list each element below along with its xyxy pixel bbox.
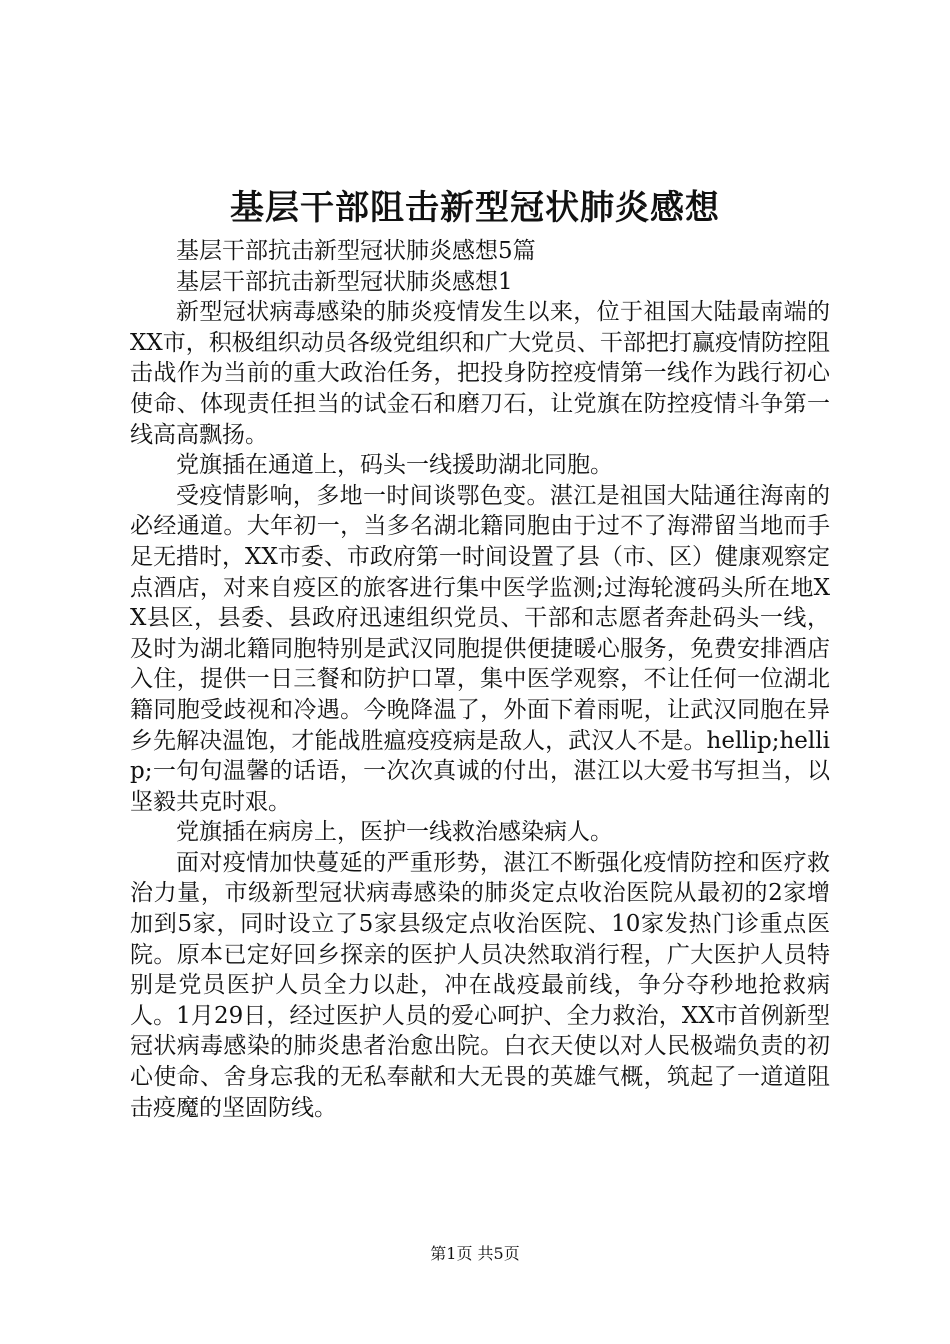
paragraph-subheading-ward: 党旗插在病房上，医护一线救治感染病人。	[176, 819, 613, 846]
paragraph-dock-support: 受疫情影响，多地一时间谈鄂色变。湛江是祖国大陆通往海南的必经通道。大年初一，当多名湖北籍同胞由于过不了海滞留当地而手足无措时，XX市委、市政府第一时间设置了县（市、区）健康观察定点酒店，对来自疫区的旅客进行集中医学监测;过海轮渡码头所在地XX县区，县委、县政府迅速组织党员、干部和志愿者奔赴码头一线，及时为湖北籍同胞特别是武汉同胞提供便捷暖心服务，免费安排酒店入住，提供一日三餐和防护口罩，集中医学观察，不让任何一位湖北籍同胞受歧视和冷遇。今晚降温了，外面下着雨呢，让武汉同胞在异乡先解决温饱，才能战胜瘟疫疫病是敌人，武汉人不是。hellip;hellip;一句句温馨的话语，一次次真诚的付出，湛江以大爱书写担当，以坚毅共克时艰。	[130, 482, 830, 815]
paragraph-section-heading: 基层干部抗击新型冠状肺炎感想1	[176, 268, 513, 295]
paragraph-medical-treatment: 面对疫情加快蔓延的严重形势，湛江不断强化疫情防控和医疗救治力量，市级新型冠状病毒感染的肺炎定点收治医院从最初的2家增加到5家，同时设立了5家县级定点收治医院、10家发热门诊重点医院。原本已定好回乡探亲的医护人员决然取消行程，广大医护人员特别是党员医护人员全力以赴，冲在战疫最前线，争分夺秒地抢救病人。1月29日，经过医护人员的爱心呵护、全力救治，XX市首例新型冠状病毒感染的肺炎患者治愈出院。白衣天使以对人民极端负责的初心使命、舍身忘我的无私奉献和大无畏的英雄气概，筑起了一道道阻击疫魔的坚固防线。	[130, 849, 830, 1121]
document-title: 基层干部阻击新型冠状肺炎感想	[230, 188, 720, 228]
document-body	[130, 236, 830, 1123]
page-footer: 第1页 共5页	[430, 1244, 520, 1263]
paragraph-collection-heading: 基层干部抗击新型冠状肺炎感想5篇	[176, 238, 536, 264]
paragraph-subheading-dock: 党旗插在通道上，码头一线援助湖北同胞。	[176, 452, 613, 479]
paragraph-intro: 新型冠状病毒感染的肺炎疫情发生以来，位于祖国大陆最南端的XX市，积极组织动员各级党组织和广大党员、干部把打赢疫情防控阻击战作为当前的重大政治任务，把投身防控疫情第一线作为践行初心使命、体现责任担当的试金石和磨刀石，让党旗在防控疫情斗争第一线高高飘扬。	[130, 299, 830, 448]
